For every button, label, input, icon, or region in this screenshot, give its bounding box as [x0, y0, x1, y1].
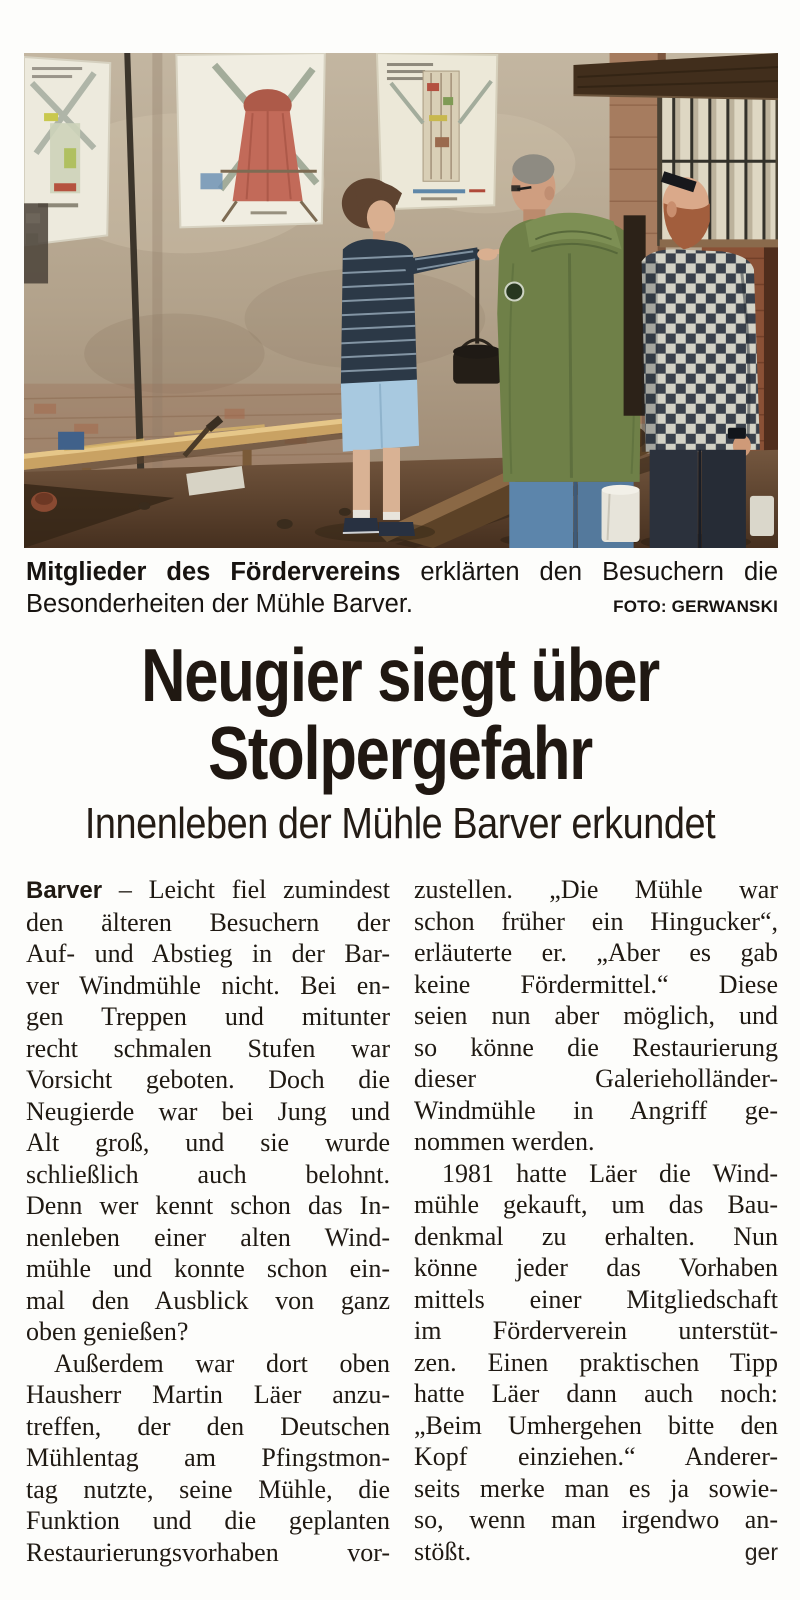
jacket-badge: [505, 282, 523, 300]
photo-credit: FOTO: GERWANSKI: [613, 597, 778, 616]
body-line: den älteren Besuchern der: [26, 907, 390, 937]
subheadline: Innenleben der Mühle Barver erkundet: [84, 799, 716, 848]
caption-line2-text: Besonderheiten der Mühle Barver.: [26, 590, 413, 618]
body-line: recht schmalen Stufen war: [26, 1033, 390, 1063]
caption-line-1: [26, 556, 778, 588]
body-line: Windmühle in Angriff ge-: [414, 1095, 778, 1125]
body-line: Neugierde war bei Jung und: [26, 1096, 390, 1126]
body-line: mühle und konnte schon ein-: [26, 1254, 390, 1283]
body-line: nenleben einer alten Wind-: [26, 1222, 390, 1252]
body-line: „Beim Umhergehen bitte den: [414, 1410, 778, 1440]
body-line: [414, 1536, 778, 1569]
body-line: Mühlentag am Pfingstmon-: [26, 1443, 390, 1472]
body-line: [26, 874, 390, 907]
body-line: gen Treppen und mitunter: [26, 1002, 390, 1031]
body-line: ver Windmühle nicht. Bei en-: [26, 970, 390, 1000]
body-line: mal den Ausblick von ganz: [26, 1285, 390, 1315]
body-line: nommen werden.: [414, 1127, 595, 1156]
windmill-poster-right: [377, 53, 497, 209]
caption-rest: erklärten den Besuchern die: [420, 558, 778, 586]
body-line: seien nun aber möglich, und: [414, 1001, 778, 1030]
caption-line-2: [26, 588, 778, 623]
body-line: hatte Läer dann auch noch:: [414, 1379, 778, 1408]
body-line: Auf- und Abstieg in der Bar-: [26, 939, 390, 968]
body-line: zustellen. „Die Mühle war: [414, 875, 778, 904]
body-line: mühle gekauft, um das Bau-: [414, 1190, 778, 1219]
body-line: keine Fördermittel.“ Diese: [414, 969, 778, 999]
body-line: Außerdem war dort oben: [54, 1348, 390, 1378]
body-line: tag nutzte, seine Mühle, die: [26, 1474, 390, 1504]
body-line: Kopf einziehen.“ Anderer-: [414, 1442, 778, 1471]
photo-caption: [26, 556, 778, 623]
photo-scene: [24, 53, 778, 548]
body-line: im Förderverein unterstüt-: [414, 1316, 778, 1345]
windmill-poster-middle: [176, 53, 324, 227]
body-line: könne jeder das Vorhaben: [414, 1253, 778, 1282]
body-line: so könne die Restaurierung: [414, 1032, 778, 1062]
body-line: Denn wer kennt schon das In-: [26, 1191, 390, 1220]
dark-jeans: [650, 450, 698, 548]
pail: [750, 496, 774, 536]
jeans: [509, 482, 573, 548]
dateline: Barver: [26, 877, 103, 904]
body-line: schließlich auch belohnt.: [26, 1159, 390, 1189]
wristwatch: [728, 428, 746, 439]
body-line: Alt groß, und sie wurde: [26, 1128, 390, 1157]
article-photo: [24, 53, 778, 548]
body-line-text: stößt.: [414, 1536, 472, 1566]
headline-line-2: Stolpergefahr: [208, 711, 592, 795]
body-line: zen. Einen praktischen Tipp: [414, 1347, 778, 1377]
body-line: Vorsicht geboten. Doch die: [26, 1065, 390, 1094]
body-line: treffen, der den Deutschen: [26, 1411, 390, 1441]
body-line-text: Leicht fiel zumindest: [148, 875, 390, 904]
body-line: erläuterte er. „Aber es gab: [414, 938, 778, 967]
body-line: 1981 hatte Läer die Wind-: [442, 1158, 778, 1188]
body-line: dieser Galerieholländer-: [414, 1064, 778, 1093]
column-1: [26, 874, 390, 1568]
headline: [72, 633, 728, 795]
body-line: so, wenn man irgendwo an-: [414, 1505, 778, 1534]
body-line: mittels einer Mitgliedschaft: [414, 1284, 778, 1314]
article-body: [26, 874, 778, 1568]
body-line: Restaurierungsvorhaben vor-: [26, 1537, 390, 1567]
bucket: [602, 485, 640, 542]
author-initials: ger: [744, 1538, 778, 1565]
dateline-dash: –: [118, 875, 132, 904]
body-line: seits merke man es ja sowie-: [414, 1473, 778, 1503]
body-line: schon früher ein Hingucker“,: [414, 906, 778, 936]
body-line: denkmal zu erhalten. Nun: [414, 1221, 778, 1251]
column-2: [414, 874, 778, 1568]
caption-lead: Mitglieder des Fördervereins: [26, 558, 401, 586]
body-line: Funktion und die geplanten: [26, 1506, 390, 1535]
body-line: oben genießen?: [26, 1317, 189, 1346]
body-line: Hausherr Martin Läer anzu-: [26, 1380, 390, 1409]
headline-line-1: Neugier siegt über: [141, 633, 659, 717]
left-shelf: [24, 203, 48, 283]
